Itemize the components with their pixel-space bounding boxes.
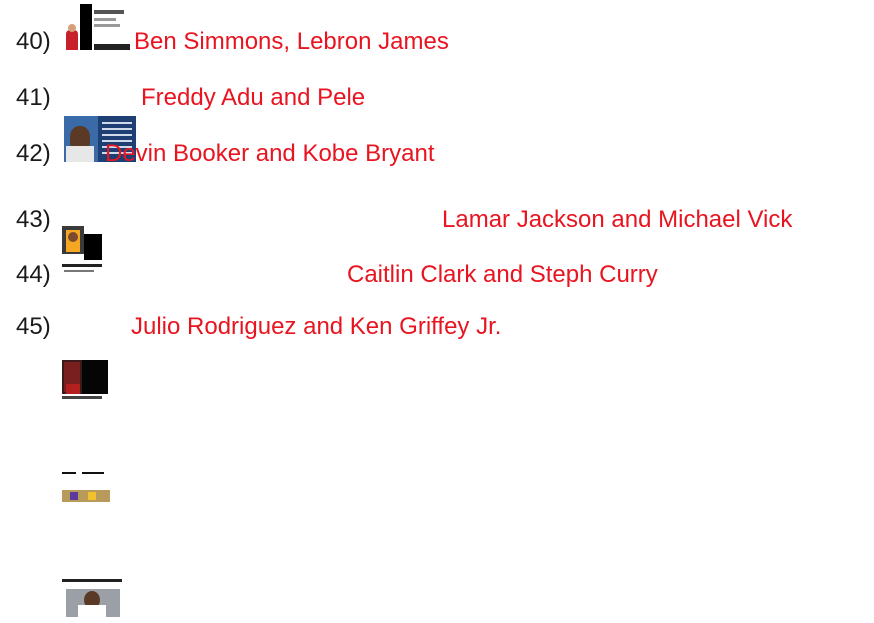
thumbnail-image[interactable] xyxy=(62,579,124,623)
list-item xyxy=(0,112,874,166)
item-link[interactable]: Caitlin Clark and Steph Curry xyxy=(347,261,658,288)
list-item xyxy=(0,56,874,110)
item-number: 42) xyxy=(16,140,51,167)
item-number: 43) xyxy=(16,206,51,233)
item-link[interactable]: Devin Booker and Kobe Bryant xyxy=(105,140,435,167)
item-link[interactable]: Lamar Jackson and Michael Vick xyxy=(442,206,793,233)
item-number: 41) xyxy=(16,84,51,111)
item-number: 44) xyxy=(16,261,51,288)
list-item xyxy=(0,287,874,341)
item-link[interactable]: Freddy Adu and Pele xyxy=(141,84,366,111)
thumbnail-image[interactable] xyxy=(64,4,130,50)
item-link[interactable]: Ben Simmons, Lebron James xyxy=(134,28,449,55)
thumbnail-image[interactable] xyxy=(62,360,108,402)
item-number: 40) xyxy=(16,28,51,55)
item-link[interactable]: Julio Rodriguez and Ken Griffey Jr. xyxy=(131,313,502,340)
thumbnail-image[interactable] xyxy=(62,470,112,506)
list-item xyxy=(0,178,874,232)
item-number: 45) xyxy=(16,313,51,340)
list-item xyxy=(0,234,874,288)
list-item xyxy=(0,0,874,54)
